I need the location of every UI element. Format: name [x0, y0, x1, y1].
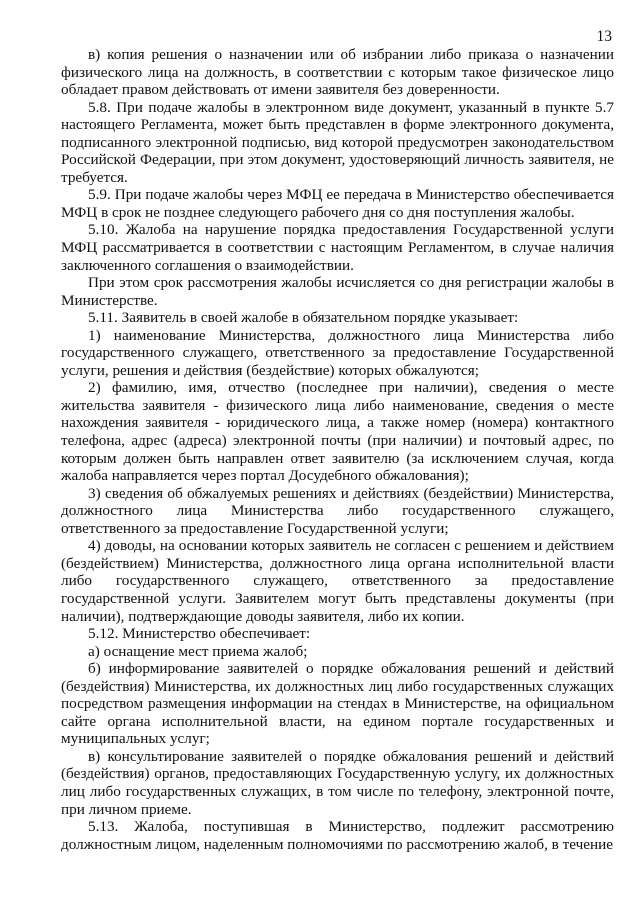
list-item-4: 4) доводы, на основании которых заявитель не согласен с решением и действием (бездействием) Министерства, должностного лица органа исполнительной власти либо государственного служащего, ответственного за предоставление государственной услуги. Заявителем могут быть представлены документы (при наличии), подтверждающие доводы заявителя, либо их копии. — [61, 537, 614, 625]
list-item-b: б) информирование заявителей о порядке обжалования решений и действий (бездействия) Министерства, их должностных лиц либо государственных служащих посредством размещения информации на стендах в Министерстве, на официальном сайте органа исполнительной власти, на едином портале государственных и муниципальных услуг; — [61, 660, 614, 748]
paragraph-5-11: 5.11. Заявитель в своей жалобе в обязательном порядке указывает: — [88, 309, 519, 327]
paragraph-5-8: 5.8. При подаче жалобы в электронном виде документ, указанный в пункте 5.7 настоящего Регламента, может быть представлен в форме электронного документа, подписанного электронной подписью, вид которой предусмотрен законодательством Российской Федерации, при этом документ, удостоверяющий личность заявителя, не требуется. — [61, 98, 614, 186]
list-item-1: 1) наименование Министерства, должностного лица Министерства либо государственного служащего, ответственного за предоставление Государственной услуги, решения и действия (бездействие) которых обжалуются; — [61, 326, 614, 379]
paragraph-5-12: 5.12. Министерство обеспечивает: — [88, 625, 311, 643]
paragraph-review-term: При этом срок рассмотрения жалобы исчисляется со дня регистрации жалобы в Министерстве. — [61, 274, 614, 309]
paragraph-copy-of-appointment-decision: в) копия решения о назначении или об избрании либо приказа о назначении физического лица на должность, в соответствии с которым такое физическое лицо обладает правом действовать от имени заявителя без доверенности. — [61, 46, 614, 99]
list-item-2: 2) фамилию, имя, отчество (последнее при наличии), сведения о месте жительства заявителя - физического лица либо наименование, сведения о месте нахождения заявителя - юридического лица, а также номер (номера) контактного телефона, адрес (адреса) электронной почты (при наличии) и почтовый адрес, по которым должен быть направлен ответ заявителю (за исключением случая, когда жалоба направляется через портал Досудебного обжалования); — [61, 379, 614, 485]
paragraph-5-10: 5.10. Жалоба на нарушение порядка предоставления Государственной услуги МФЦ рассматривается в соответствии с настоящим Регламентом, в случае наличия заключенного соглашения о взаимодействии. — [61, 221, 614, 274]
page-number: 13 — [596, 28, 612, 45]
list-item-3: 3) сведения об обжалуемых решениях и действиях (бездействии) Министерства, должностного лица Министерства либо государственного служащего, ответственного за предоставление Государственной услуги; — [61, 484, 614, 537]
list-item-a: а) оснащение мест приема жалоб; — [88, 642, 308, 660]
body-text — [61, 46, 614, 853]
list-item-v: в) консультирование заявителей о порядке обжалования решений и действий (бездействия) органов, предоставляющих Государственную услугу, их должностных лиц либо государственных служащих, в том числе по телефону, электронной почте, при личном приеме. — [61, 747, 614, 818]
paragraph-5-9: 5.9. При подаче жалобы через МФЦ ее передача в Министерство обеспечивается МФЦ в срок не позднее следующего рабочего дня со дня поступления жалобы. — [61, 186, 614, 221]
paragraph-5-13: 5.13. Жалоба, поступившая в Министерство, подлежит рассмотрению должностным лицом, наделенным полномочиями по рассмотрению жалоб, в течение — [61, 818, 614, 853]
